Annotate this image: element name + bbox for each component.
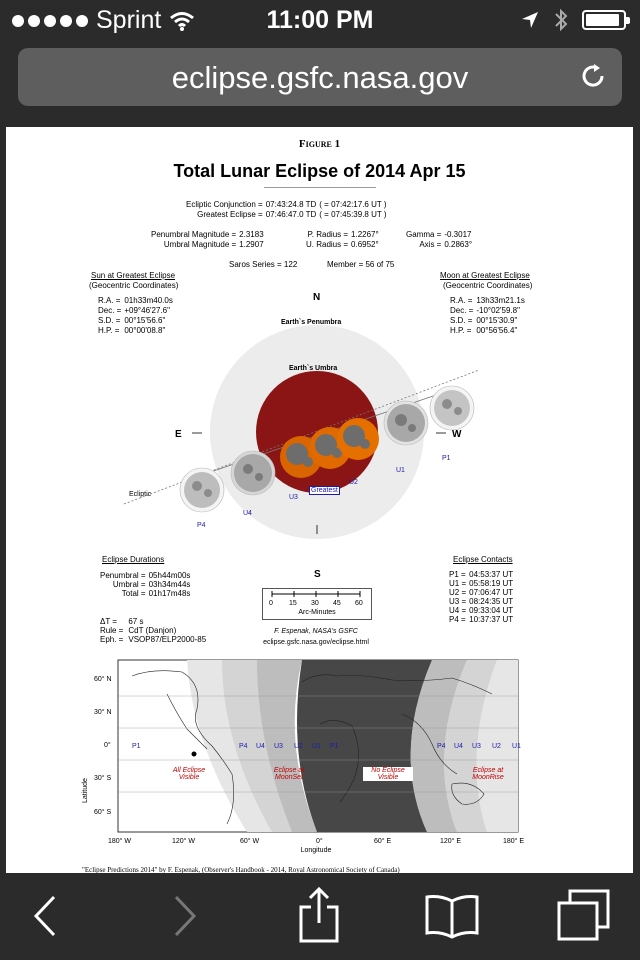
scale-tick: 0 (269, 600, 273, 607)
lon-tick: 60° W (240, 838, 260, 845)
param-label: Axis = (419, 240, 442, 249)
param-label: P. Radius = (307, 230, 349, 239)
timing-label: Ecliptic Conjunction = (186, 200, 263, 209)
region-moonset: Eclipse at MoonSet (273, 767, 305, 781)
share-icon[interactable] (296, 887, 342, 943)
moon-p1 (430, 386, 474, 430)
tabs-icon[interactable] (556, 889, 612, 943)
back-icon[interactable] (28, 893, 62, 939)
browser-toolbar (0, 873, 640, 960)
south-label: S (314, 569, 321, 580)
map-curve-label: U4 (454, 743, 463, 750)
params-table (100, 617, 206, 644)
map-curve-label: U2 (294, 743, 303, 750)
duration-label: Total = (121, 589, 146, 598)
lat-tick: 60° S (94, 809, 112, 816)
contacts-table (449, 570, 513, 624)
param-value: VSOP87/ELP2000-85 (128, 635, 207, 644)
coord-label: H.P. = (98, 326, 120, 335)
credit-author: F. Espenak, NASA's GSFC (274, 628, 358, 635)
param-label: Rule = (100, 626, 124, 635)
timing-td: 07:43:24.8 TD (265, 200, 317, 209)
sun-subheading: (Geocentric Coordinates) (89, 281, 179, 290)
contact-label-u2: U2 (349, 479, 358, 486)
map-curve-label: U3 (472, 743, 481, 750)
duration-label: Umbral = (112, 580, 146, 589)
bookmarks-icon[interactable] (424, 893, 480, 939)
param-value: 1.2907 (239, 240, 264, 249)
contact-label-p4: P4 (197, 522, 206, 529)
coord-label: R.A. = (450, 296, 473, 305)
web-page[interactable] (6, 127, 633, 873)
north-label: N (313, 292, 321, 303)
coord-label: S.D. = (450, 316, 473, 325)
battery-icon (582, 10, 626, 30)
duration-value: 05h44m00s (148, 571, 191, 580)
lat-tick: 0° (104, 742, 111, 749)
ecliptic-label: Ecliptic (129, 491, 152, 498)
lon-tick: 60° E (374, 838, 392, 845)
contact-value: 07:06:47 UT (469, 588, 514, 597)
contact-label: U2 = (449, 588, 467, 597)
coord-value: 00°00'08.8" (124, 326, 166, 335)
lat-tick: 30° S (94, 775, 112, 782)
title-rule (264, 187, 376, 188)
coord-label: R.A. = (98, 296, 121, 305)
duration-value: 03h34m44s (148, 580, 191, 589)
bluetooth-icon (554, 8, 568, 32)
sun-heading: Sun at Greatest Eclipse (91, 271, 176, 280)
moon-heading: Moon at Greatest Eclipse (440, 271, 530, 280)
contact-label: P4 = (449, 615, 466, 624)
visibility-map (72, 654, 582, 864)
map-curve-label: P1 (330, 743, 339, 750)
contacts-heading: Eclipse Contacts (453, 555, 513, 564)
durations-heading: Eclipse Durations (102, 555, 165, 564)
moon-p4 (180, 468, 224, 512)
coord-label: S.D. = (98, 316, 121, 325)
location-arrow-icon (520, 10, 540, 30)
coord-value: 00°15'30.9" (476, 316, 518, 325)
lon-tick: 120° E (440, 838, 462, 845)
contact-label: U4 = (449, 606, 467, 615)
east-label: E (175, 429, 182, 440)
moonrise-band (411, 660, 518, 832)
reload-icon[interactable] (578, 61, 608, 91)
lon-tick: 0° (316, 838, 323, 845)
contact-label: P1 = (449, 570, 466, 579)
coord-value: 01h33m40.0s (124, 296, 173, 305)
coord-value: 00°56'56.4" (476, 326, 518, 335)
map-curve-label: P4 (437, 743, 446, 750)
moon-subheading: (Geocentric Coordinates) (443, 281, 533, 290)
coord-value: 13h33m21.1s (476, 296, 525, 305)
figure-label: Figure 1 (298, 138, 341, 150)
coord-value: 00°15'56.6" (124, 316, 166, 325)
eclipse-diagram (106, 287, 526, 577)
address-bar[interactable] (18, 48, 622, 106)
map-curve-label: U2 (492, 743, 501, 750)
timing-block (186, 200, 387, 219)
moon-u2 (337, 418, 379, 460)
scale-tick: 30 (311, 600, 319, 607)
map-curve-label: U4 (256, 743, 265, 750)
coord-value: +09°46'27.6" (124, 306, 170, 315)
duration-value: 01h17m48s (148, 589, 191, 598)
map-ylabel: Latitude (82, 778, 89, 803)
status-time: 11:00 PM (266, 6, 374, 34)
coord-label: H.P. = (450, 326, 472, 335)
footer-citation: "Eclipse Predictions 2014" by F. Espenak, (Observer's Handbook - 2014, Royal Astronomical Society of Canada) (82, 866, 400, 873)
param-label: Penumbral Magnitude = (151, 230, 237, 239)
url-text[interactable]: eclipse.gsfc.nasa.gov (171, 60, 469, 95)
param-label: ΔT = (100, 617, 117, 626)
param-value: 1.2267° (351, 230, 379, 239)
radius-block (306, 230, 379, 249)
forward-icon[interactable] (168, 893, 202, 939)
param-label: Umbral Magnitude = (163, 240, 237, 249)
param-label: Eph. = (100, 635, 124, 644)
credit-url[interactable]: eclipse.gsfc.nasa.gov/eclipse.html (263, 639, 369, 646)
param-label: U. Radius = (306, 240, 349, 249)
region-moonrise: Eclipse at MoonRise (472, 767, 504, 781)
lon-tick: 180° E (503, 838, 525, 845)
contact-label-u4: U4 (243, 510, 252, 517)
contact-value: 08:24:35 UT (469, 597, 514, 606)
lat-tick: 60° N (94, 676, 112, 683)
umbra-label: Earth`s Umbra (289, 365, 338, 372)
coord-value: -10°02'59.8" (476, 306, 520, 315)
map-curve-label: U1 (512, 743, 521, 750)
scale-tick: 45 (333, 600, 341, 607)
map-xlabel: Longitude (300, 847, 332, 854)
contact-label-u3: U3 (289, 494, 298, 501)
contact-value: 04:53:37 UT (469, 570, 514, 579)
lon-tick: 120° W (172, 838, 196, 845)
subsolar-point (192, 752, 197, 757)
coord-label: Dec. = (98, 306, 122, 315)
region-all-visible: All Eclipse Visible (172, 767, 206, 781)
magnitude-block (151, 230, 264, 249)
penumbra-label: Earth`s Penumbra (281, 319, 342, 326)
lon-tick: 180° W (108, 838, 132, 845)
gamma-block (406, 230, 472, 249)
map-curve-label: U1 (312, 743, 321, 750)
timing-ut: ( = 07:45:39.8 UT ) (319, 210, 387, 219)
map-curve-label: P4 (239, 743, 248, 750)
param-value: 0.2863° (444, 240, 473, 249)
moon-u1 (384, 401, 428, 445)
contact-label-p1: P1 (442, 455, 451, 462)
scale-label: Arc-Minutes (298, 609, 336, 616)
moon-u4 (231, 451, 275, 495)
greatest-label: Greatest (311, 487, 338, 494)
param-value: CdT (Danjon) (128, 626, 177, 635)
param-value: 2.3183 (239, 230, 264, 239)
carrier-name: Sprint (96, 6, 162, 34)
durations-table (100, 571, 190, 598)
status-bar (0, 0, 640, 40)
contact-value: 09:33:04 UT (469, 606, 514, 615)
duration-label: Penumbral = (100, 571, 146, 580)
contact-label-u1: U1 (396, 467, 405, 474)
param-label: Gamma = (406, 230, 442, 239)
param-value: -0.3017 (444, 230, 472, 239)
region-no-eclipse: No Eclipse Visible (363, 767, 413, 781)
contact-value: 05:58:19 UT (469, 579, 514, 588)
param-value: 0.6952° (351, 240, 379, 249)
map-curve-label: P1 (132, 743, 141, 750)
status-icons (520, 8, 626, 32)
timing-ut: ( = 07:42:17.6 UT ) (319, 200, 387, 209)
timing-label: Greatest Eclipse = (197, 210, 263, 219)
scale-tick: 15 (289, 600, 297, 607)
scale-tick: 60 (355, 600, 363, 607)
contact-label: U1 = (449, 579, 467, 588)
timing-td: 07:46:47.0 TD (265, 210, 317, 219)
param-value: 67 s (128, 617, 144, 626)
contact-value: 10:37:37 UT (469, 615, 514, 624)
map-curve-label: U3 (274, 743, 283, 750)
west-label: W (452, 429, 462, 440)
lat-tick: 30° N (94, 709, 112, 716)
saros-series: Saros Series = 122 (229, 260, 298, 269)
saros-member: Member = 56 of 75 (327, 260, 395, 269)
coord-label: Dec. = (450, 306, 474, 315)
figure-title: Total Lunar Eclipse of 2014 Apr 15 (173, 161, 466, 181)
contact-label: U3 = (449, 597, 467, 606)
